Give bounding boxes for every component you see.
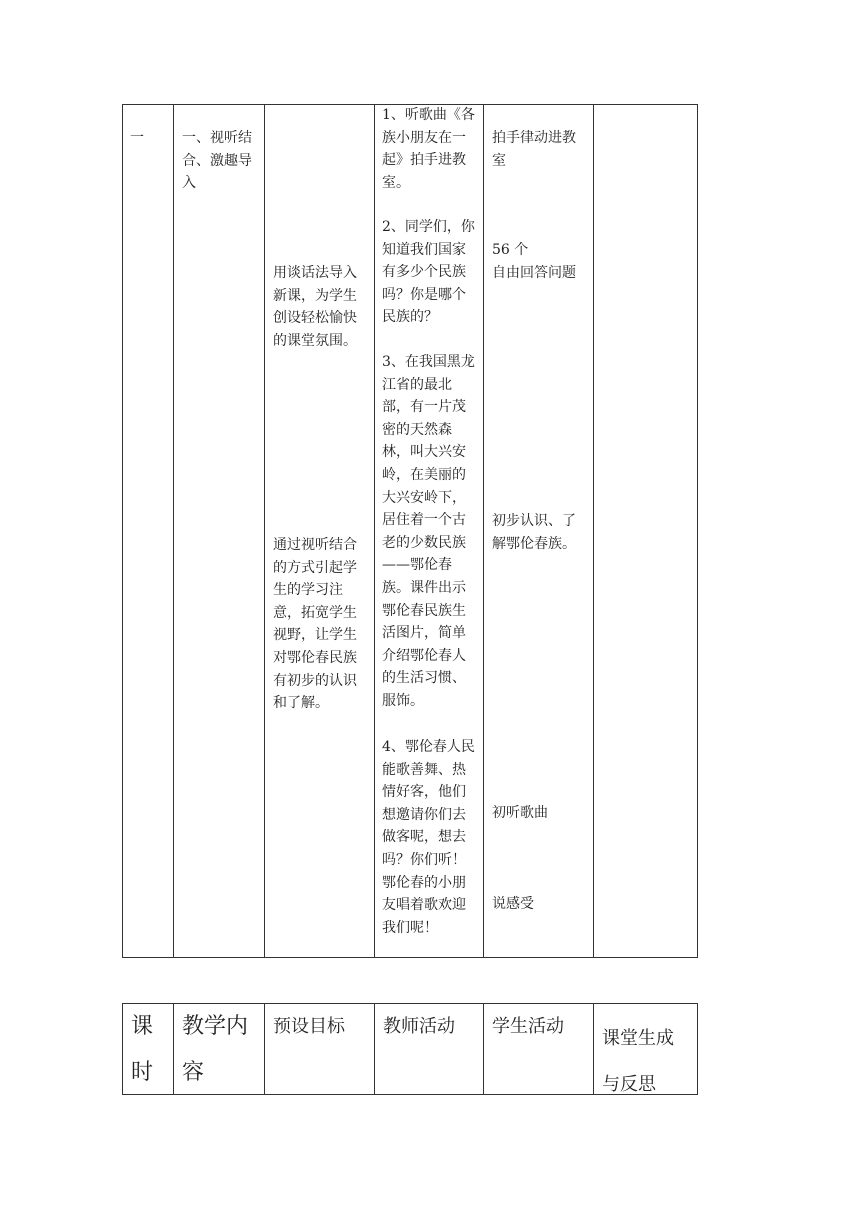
student-activity-4: 初听歌曲 — [492, 805, 548, 821]
teaching-content-cell: 一、视听结 合、激趣导 入 — [182, 130, 252, 192]
goal-text-1: 用谈话法导入 新课，为学生 创设轻松愉快 的课堂氛围。 — [273, 265, 357, 349]
table-border — [374, 104, 375, 958]
teacher-activity-1: 1、听歌曲《各 族小朋友在一 起》拍手进教 室。 — [382, 107, 475, 191]
student-activity-1: 拍手律动进教 室 — [492, 130, 576, 169]
table-border — [173, 104, 174, 958]
student-activity-3: 初步认识、了 解鄂伦春族。 — [492, 513, 576, 552]
teacher-activity-2: 2、同学们，你 知道我们国家 有多少个民族 吗？你是哪个 民族的？ — [382, 219, 475, 326]
goal-text-2: 通过视听结合 的方式引起学 生的学习注 意，拓宽学生 视野，让学生 对鄂伦春民族 有初步的认识 和了解。 — [273, 537, 357, 712]
header-teacher-activity: 教师活动 — [383, 1016, 455, 1037]
table-border — [483, 1003, 484, 1095]
table-border — [122, 1003, 123, 1095]
header-teaching-content: 教学内 容 — [182, 1014, 249, 1085]
table-border — [697, 104, 698, 958]
teacher-activity-3: 3、在我国黑龙 江省的最北 部，有一片茂 密的天然森 林，叫大兴安 岭，在美丽的 大兴安岭下， 居住着一个古 老的少数民族 ——鄂伦春 族。课件出示 鄂伦春民族生 活图片，简单 介绍鄂伦春人 的生活习惯、 服饰。 — [382, 354, 475, 709]
header-reflection: 课堂生成 与反思 — [602, 1028, 674, 1095]
table-border — [483, 104, 484, 958]
table-border — [264, 104, 265, 958]
table-border — [593, 104, 594, 958]
table-border — [122, 957, 698, 958]
table-border — [122, 104, 123, 958]
header-student-activity: 学生活动 — [492, 1016, 564, 1037]
student-activity-2: 56 个 自由回答问题 — [492, 242, 576, 281]
teacher-activity-4: 4、鄂伦春人民 能歌善舞、热 情好客，他们 想邀请你们去 做客呢，想去 吗？你们听！ 鄂伦春的小朋 友唱着歌欢迎 我们呢！ — [382, 739, 475, 936]
table-border — [697, 1003, 698, 1095]
table-border — [593, 1003, 594, 1095]
student-activity-5: 说感受 — [492, 896, 534, 912]
table-border — [264, 1003, 265, 1095]
table-border — [374, 1003, 375, 1095]
header-preset-goal: 预设目标 — [273, 1016, 345, 1037]
header-lesson-period: 课 时 — [131, 1014, 154, 1085]
lesson-period-cell: 一 — [130, 130, 144, 146]
table-border — [173, 1003, 174, 1095]
